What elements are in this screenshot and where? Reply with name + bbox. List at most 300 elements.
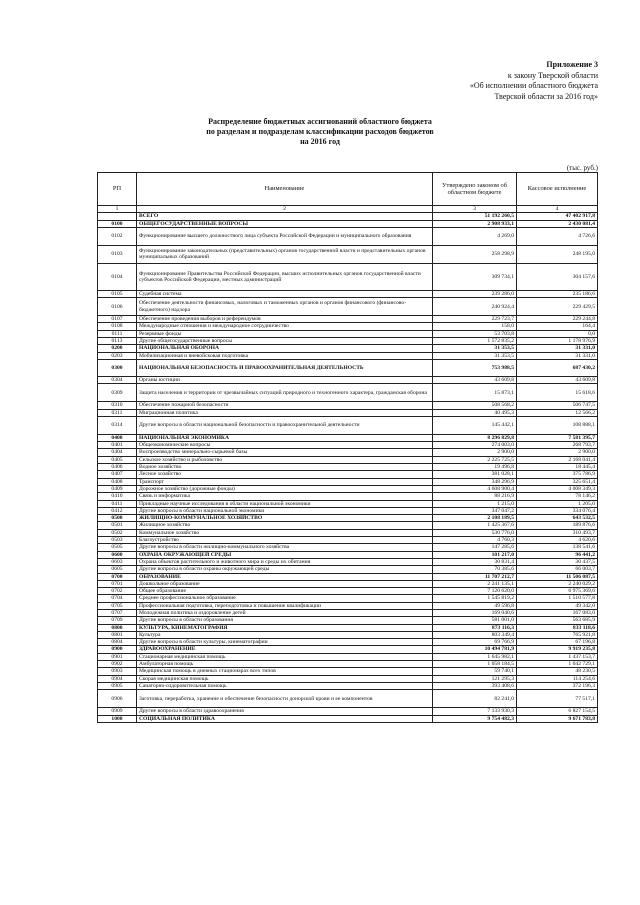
row-executed: 9 671 783,8 [517, 715, 598, 722]
table-row [98, 409, 598, 416]
row-name: Жилищное хозяйство [137, 522, 433, 529]
row-name: Охрана объектов растительного и животного мира и среды их обитания [137, 558, 433, 565]
row-approved: 169 040,6 [433, 609, 517, 616]
row-code: 0700 [98, 573, 137, 580]
row-code: 0500 [98, 515, 137, 522]
table-row [98, 682, 598, 689]
row-name: Функционирование Правительства Российской Федерации, высших исполнительных органов государственной власти субъектов Российской Федерации, местных администраций [137, 263, 433, 290]
row-approved: 9 754 482,3 [433, 715, 517, 722]
row-approved: 69 766,9 [433, 639, 517, 646]
row-name: Другие вопросы в области национальной безопасности и правоохранительной деятельности [137, 416, 433, 434]
row-executed: 2 240 029,2 [517, 580, 598, 587]
row-code: 0304 [98, 376, 137, 383]
row-code: 0400 [98, 434, 137, 441]
row-code: 0411 [98, 500, 137, 507]
law-title-line2: Тверской области за 2016 год» [494, 91, 598, 101]
row-approved: 2 108 189,5 [433, 515, 517, 522]
row-executed: 235 186,6 [517, 290, 598, 297]
row-executed: 687 430,2 [517, 359, 598, 376]
row-approved: 31 353,5 [433, 345, 517, 352]
row-executed: 506 747,5 [517, 402, 598, 409]
row-name: ВСЕГО [137, 213, 433, 220]
row-name: НАЦИОНАЛЬНАЯ БЕЗОПАСНОСТЬ И ПРАВООХРАНИТЕЛЬНАЯ ДЕЯТЕЛЬНОСТЬ [137, 359, 433, 376]
row-executed: 2 430 081,4 [517, 220, 598, 227]
row-executed: 304 157,6 [517, 263, 598, 290]
row-code: 0801 [98, 631, 137, 638]
column-header-code: РП [98, 173, 137, 206]
row-executed: 1 205,0 [517, 500, 598, 507]
row-executed: 11 506 087,5 [517, 573, 598, 580]
table-row [98, 245, 598, 263]
row-code: 0407 [98, 471, 137, 478]
row-approved: 30 831,4 [433, 558, 517, 565]
column-header-approved: Утверждено законом об областном бюджете [433, 173, 517, 206]
row-code: 0702 [98, 588, 137, 595]
row-code: 0705 [98, 602, 137, 609]
section-row [98, 573, 598, 580]
row-name: Другие вопросы в области образования [137, 617, 433, 624]
row-approved: 4 760,3 [433, 537, 517, 544]
row-code: 0203 [98, 352, 137, 359]
row-executed: 7 581 395,7 [517, 434, 598, 441]
row-approved: 59 740,1 [433, 668, 517, 675]
table-row [98, 493, 598, 500]
row-approved: 240 924,4 [433, 298, 517, 316]
row-code: 0901 [98, 653, 137, 660]
row-approved: 2 908 933,1 [433, 220, 517, 227]
row-executed: 66 003,7 [517, 566, 598, 573]
row-approved: 31 353,5 [433, 352, 517, 359]
row-executed: 49 342,0 [517, 602, 598, 609]
row-executed: 30 437,5 [517, 558, 598, 565]
table-body [98, 213, 598, 723]
row-approved: 348 296,9 [433, 478, 517, 485]
law-title-line1: «Об исполнении областного бюджета [469, 81, 598, 90]
table-row [98, 316, 598, 323]
row-executed: 334 076,4 [517, 507, 598, 514]
row-approved: 43 609,8 [433, 376, 517, 383]
row-approved: 15 873,1 [433, 384, 517, 402]
row-name: Другие вопросы в области жилищно-коммунального хозяйства [137, 544, 433, 551]
column-index: 3 [433, 206, 517, 213]
row-name: Медицинская помощь в дневных стационарах всех типов [137, 668, 433, 675]
row-approved: 19 496,8 [433, 464, 517, 471]
row-approved: 49 596,8 [433, 602, 517, 609]
row-code: 1000 [98, 715, 137, 722]
row-executed: 1 178 976,9 [517, 338, 598, 345]
row-approved: 121 295,3 [433, 675, 517, 682]
row-approved: 4 269,0 [433, 227, 517, 245]
row-approved: 10 494 781,9 [433, 646, 517, 653]
row-executed: 0,0 [517, 330, 598, 337]
row-name: Международные отношения и международное сотрудничество [137, 323, 433, 330]
row-executed: 167 083,0 [517, 609, 598, 616]
row-code: 0401 [98, 442, 137, 449]
row-code [98, 213, 137, 220]
table-row [98, 544, 598, 551]
row-executed: 765 921,8 [517, 631, 598, 638]
row-approved: 753 988,5 [433, 359, 517, 376]
row-code: 0405 [98, 456, 137, 463]
row-code: 0100 [98, 220, 137, 227]
row-executed: 325 651,4 [517, 478, 598, 485]
section-row [98, 434, 598, 441]
row-approved: 1 545 819,2 [433, 595, 517, 602]
row-approved: 158,0 [433, 323, 517, 330]
row-code: 0103 [98, 245, 137, 263]
row-name: Стационарная медицинская помощь [137, 653, 433, 660]
row-approved: 381 028,1 [433, 471, 517, 478]
row-approved: 7 120 620,0 [433, 588, 517, 595]
table-row [98, 507, 598, 514]
row-approved: 2 225 725,5 [433, 456, 517, 463]
row-approved: 1 058 184,5 [433, 661, 517, 668]
row-approved: 581 001,0 [433, 617, 517, 624]
table-row [98, 617, 598, 624]
row-executed: 2 168 041,4 [517, 456, 598, 463]
title-line1: Распределение бюджетных ассигнований областного бюджета [208, 117, 432, 126]
row-code: 0300 [98, 359, 137, 376]
table-row [98, 376, 598, 383]
row-code: 0108 [98, 323, 137, 330]
table-row [98, 464, 598, 471]
row-executed: 248 195,0 [517, 245, 598, 263]
row-code: 0408 [98, 478, 137, 485]
row-approved: 1 425 367,6 [433, 522, 517, 529]
table-row [98, 330, 598, 337]
row-approved: 274 003,0 [433, 442, 517, 449]
row-executed: 6 827 154,5 [517, 708, 598, 715]
row-code: 0505 [98, 544, 137, 551]
row-executed: 31 331,0 [517, 345, 598, 352]
row-name: Другие вопросы в области культуры, кинематографии [137, 639, 433, 646]
row-executed: 1 510 577,8 [517, 595, 598, 602]
row-executed: 108 888,1 [517, 416, 598, 434]
row-approved: 2 900,0 [433, 449, 517, 456]
table-row [98, 402, 598, 409]
appendix-header [470, 60, 598, 102]
row-approved: 147 285,6 [433, 544, 517, 551]
table-row [98, 442, 598, 449]
section-row [98, 345, 598, 352]
row-name: Защита населения и территории от чрезвычайных ситуаций природного и техногенного характера, гражданская оборона [137, 384, 433, 402]
row-executed: 372 196,3 [517, 682, 598, 689]
row-name: Судебная система [137, 290, 433, 297]
row-code: 0409 [98, 485, 137, 492]
row-executed: 6 975 369,6 [517, 588, 598, 595]
row-name: Органы юстиции [137, 376, 433, 383]
table-row [98, 323, 598, 330]
row-code: 0600 [98, 551, 137, 558]
row-name: Коммунальное хозяйство [137, 529, 433, 536]
column-index-row [98, 206, 598, 213]
row-name: Другие общегосударственные вопросы [137, 338, 433, 345]
row-name: Мобилизационная и вневойсковая подготовка [137, 352, 433, 359]
row-approved: 229 723,7 [433, 316, 517, 323]
table-row [98, 456, 598, 463]
section-row [98, 646, 598, 653]
row-approved: 258 298,9 [433, 245, 517, 263]
row-approved: 4 608 900,4 [433, 485, 517, 492]
section-row [98, 359, 598, 376]
row-name: Санаторно-оздоровительная помощь [137, 682, 433, 689]
row-name: Общеэкономические вопросы [137, 442, 433, 449]
row-code: 0605 [98, 566, 137, 573]
table-row [98, 478, 598, 485]
table-row [98, 537, 598, 544]
row-code: 0709 [98, 617, 137, 624]
table-row [98, 416, 598, 434]
row-name: Дошкольное образование [137, 580, 433, 587]
row-code: 0111 [98, 330, 137, 337]
row-name: Амбулаторная помощь [137, 661, 433, 668]
row-name: Обеспечение проведения выборов и референдумов [137, 316, 433, 323]
row-name: Молодежная политика и оздоровление детей [137, 609, 433, 616]
row-executed: 1 437 153,7 [517, 653, 598, 660]
row-name: Водное хозяйство [137, 464, 433, 471]
row-approved: 88 216,9 [433, 493, 517, 500]
column-header-executed: Кассовое исполнение [517, 173, 598, 206]
row-name: ОБЩЕГОСУДАРСТВЕННЫЕ ВОПРОСЫ [137, 220, 433, 227]
row-code: 0410 [98, 493, 137, 500]
row-approved: 51 192 260,5 [433, 213, 517, 220]
column-index: 1 [98, 206, 137, 213]
row-executed: 563 685,9 [517, 617, 598, 624]
row-code: 0704 [98, 595, 137, 602]
row-approved: 7 133 930,3 [433, 708, 517, 715]
row-code: 0113 [98, 338, 137, 345]
row-executed: 9 919 235,8 [517, 646, 598, 653]
budget-table [97, 172, 598, 723]
row-code: 0102 [98, 227, 137, 245]
section-row [98, 551, 598, 558]
row-approved: 1 215,0 [433, 500, 517, 507]
row-approved: 145 442,1 [433, 416, 517, 434]
section-row [98, 715, 598, 722]
row-code: 0200 [98, 345, 137, 352]
document-title [0, 117, 640, 147]
row-executed: 43 609,8 [517, 376, 598, 383]
row-executed: 67 196,8 [517, 639, 598, 646]
row-executed: 2 900,0 [517, 449, 598, 456]
row-code: 0105 [98, 290, 137, 297]
table-row [98, 485, 598, 492]
row-approved: 803 349,4 [433, 631, 517, 638]
row-name: Обеспечение деятельности финансовых, налоговых и таможенных органов и органов финансового (финансово-бюджетного) надзора [137, 298, 433, 316]
table-row [98, 690, 598, 708]
row-code: 0309 [98, 384, 137, 402]
row-code: 0707 [98, 609, 137, 616]
row-name: Скорая медицинская помощь [137, 675, 433, 682]
row-code: 0800 [98, 624, 137, 631]
row-code: 0905 [98, 682, 137, 689]
row-code: 0902 [98, 661, 137, 668]
table-row [98, 522, 598, 529]
row-name: НАЦИОНАЛЬНАЯ ЭКОНОМИКА [137, 434, 433, 441]
row-code: 0412 [98, 507, 137, 514]
row-approved: 1 572 835,2 [433, 338, 517, 345]
row-executed: 643 532,5 [517, 515, 598, 522]
row-name: КУЛЬТУРА, КИНЕМАТОГРАФИЯ [137, 624, 433, 631]
row-executed: 4 726,6 [517, 227, 598, 245]
table-row [98, 639, 598, 646]
table-row [98, 566, 598, 573]
row-code: 0501 [98, 522, 137, 529]
row-name: Другие вопросы в области здравоохранения [137, 708, 433, 715]
table-row [98, 338, 598, 345]
row-name: Благоустройство [137, 537, 433, 544]
row-approved: 40 495,3 [433, 409, 517, 416]
table-row [98, 609, 598, 616]
row-code: 0311 [98, 409, 137, 416]
row-name: Лесное хозяйство [137, 471, 433, 478]
row-executed: 78 146,2 [517, 493, 598, 500]
row-code: 0900 [98, 646, 137, 653]
table-row [98, 631, 598, 638]
table-row [98, 500, 598, 507]
row-name: Заготовка, переработка, хранение и обеспечение безопасности донорской крови и ее компонентов [137, 690, 433, 708]
row-approved: 309 734,1 [433, 263, 517, 290]
row-name: Сельское хозяйство и рыболовство [137, 456, 433, 463]
row-executed: 229 429,5 [517, 298, 598, 316]
row-approved: 70 385,6 [433, 566, 517, 573]
appendix-number: Приложение 3 [546, 60, 598, 69]
row-name: Функционирование законодательных (представительных) органов государственной власти и представительных органов муниципальных образований [137, 245, 433, 263]
column-index: 4 [517, 206, 598, 213]
row-executed: 4 008 349,3 [517, 485, 598, 492]
row-executed: 114 254,6 [517, 675, 598, 682]
row-code: 0503 [98, 537, 137, 544]
column-index: 2 [137, 206, 433, 213]
row-name: ОХРАНА ОКРУЖАЮЩЕЙ СРЕДЫ [137, 551, 433, 558]
row-executed: 15 618,6 [517, 384, 598, 402]
row-code: 0310 [98, 402, 137, 409]
table-row [98, 675, 598, 682]
row-name: ЖИЛИЩНО-КОММУНАЛЬНОЕ ХОЗЯЙСТВО [137, 515, 433, 522]
row-approved: 2 241 135,1 [433, 580, 517, 587]
row-executed: 189 876,6 [517, 522, 598, 529]
row-executed: 12 566,2 [517, 409, 598, 416]
table-row [98, 595, 598, 602]
table-row [98, 227, 598, 245]
section-row [98, 515, 598, 522]
row-approved: 530 776,0 [433, 529, 517, 536]
title-line2: по разделам и подразделам классификации расходов бюджетов [206, 127, 434, 136]
row-name: Обеспечение пожарной безопасности [137, 402, 433, 409]
row-approved: 508 568,2 [433, 402, 517, 409]
row-approved: 11 707 212,7 [433, 573, 517, 580]
row-code: 0314 [98, 416, 137, 434]
title-line3: на 2016 год [300, 137, 340, 146]
row-name: Дорожное хозяйство (дорожные фонды) [137, 485, 433, 492]
table-row [98, 352, 598, 359]
table-row [98, 661, 598, 668]
section-row [98, 213, 598, 220]
section-row [98, 624, 598, 631]
table-row [98, 602, 598, 609]
row-executed: 833 118,6 [517, 624, 598, 631]
row-approved: 1 645 982,1 [433, 653, 517, 660]
row-executed: 47 402 917,8 [517, 213, 598, 220]
row-approved: 8 296 829,8 [433, 434, 517, 441]
table-row [98, 290, 598, 297]
row-executed: 18 445,4 [517, 464, 598, 471]
row-code: 0603 [98, 558, 137, 565]
row-code: 0406 [98, 464, 137, 471]
row-approved: 53 703,8 [433, 330, 517, 337]
table-row [98, 708, 598, 715]
row-executed: 138 541,6 [517, 544, 598, 551]
row-approved: 82 241,0 [433, 690, 517, 708]
table-row [98, 298, 598, 316]
row-name: Среднее профессиональное образование [137, 595, 433, 602]
table-row [98, 449, 598, 456]
row-executed: 31 331,0 [517, 352, 598, 359]
row-code: 0804 [98, 639, 137, 646]
row-executed: 164,4 [517, 323, 598, 330]
row-approved: 347 047,2 [433, 507, 517, 514]
table-row [98, 529, 598, 536]
table-row [98, 668, 598, 675]
table-row [98, 580, 598, 587]
row-code: 0107 [98, 316, 137, 323]
row-code: 0906 [98, 690, 137, 708]
column-header-name: Наименование [137, 173, 433, 206]
row-executed: 310 493,7 [517, 529, 598, 536]
row-code: 0106 [98, 298, 137, 316]
row-code: 0903 [98, 668, 137, 675]
row-code: 0904 [98, 675, 137, 682]
units-label: (тыс. руб.) [566, 164, 598, 172]
row-executed: 268 793,7 [517, 442, 598, 449]
row-name: Общее образование [137, 588, 433, 595]
row-name: СОЦИАЛЬНАЯ ПОЛИТИКА [137, 715, 433, 722]
row-executed: 48 230,5 [517, 668, 598, 675]
row-name: Связь и информатика [137, 493, 433, 500]
row-code: 0104 [98, 263, 137, 290]
table-row [98, 558, 598, 565]
row-name: Транспорт [137, 478, 433, 485]
row-code: 0404 [98, 449, 137, 456]
row-code: 0502 [98, 529, 137, 536]
table-row [98, 588, 598, 595]
row-name: ЗДРАВООХРАНЕНИЕ [137, 646, 433, 653]
row-approved: 101 217,0 [433, 551, 517, 558]
row-code: 0909 [98, 708, 137, 715]
row-approved: 239 286,0 [433, 290, 517, 297]
row-name: ОБРАЗОВАНИЕ [137, 573, 433, 580]
row-executed: 96 441,2 [517, 551, 598, 558]
law-reference: к закону Тверской области [507, 70, 598, 80]
table-row [98, 384, 598, 402]
row-approved: 393 408,6 [433, 682, 517, 689]
row-executed: 77 517,1 [517, 690, 598, 708]
row-name: Другие вопросы в области охраны окружающей среды [137, 566, 433, 573]
table-row [98, 263, 598, 290]
table-row [98, 471, 598, 478]
row-code: 0701 [98, 580, 137, 587]
row-name: Профессиональная подготовка, переподготовка и повышение квалификации [137, 602, 433, 609]
row-name: Воспроизводство минерально-сырьевой базы [137, 449, 433, 456]
row-name: Миграционная политика [137, 409, 433, 416]
row-name: Культура [137, 631, 433, 638]
row-name: НАЦИОНАЛЬНАЯ ОБОРОНА [137, 345, 433, 352]
row-name: Прикладные научные исследования в области национальной экономики [137, 500, 433, 507]
table-row [98, 653, 598, 660]
row-executed: 375 786,9 [517, 471, 598, 478]
row-name: Другие вопросы в области национальной экономики [137, 507, 433, 514]
row-name: Резервные фонды [137, 330, 433, 337]
